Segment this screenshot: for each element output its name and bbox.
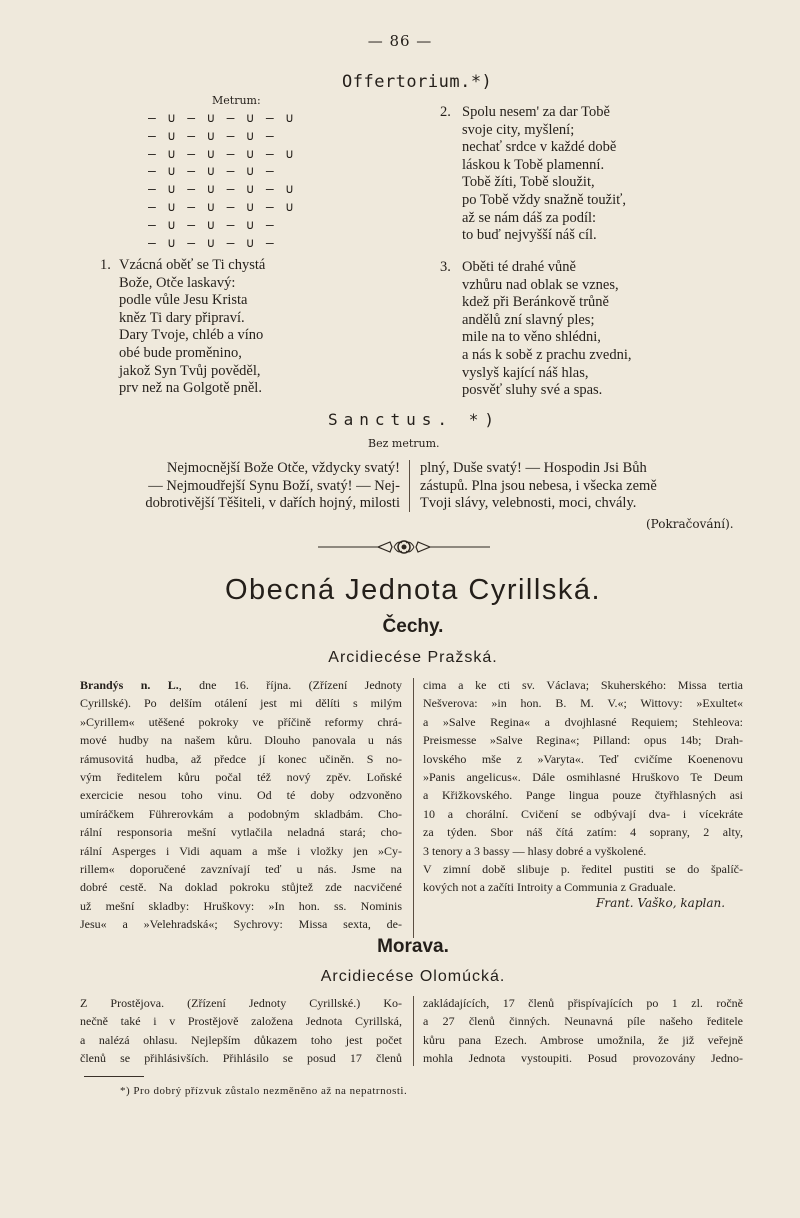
author-signature: Frant. Vaško, kaplan. [596,896,726,910]
verse-number: 3. [440,259,451,275]
column-divider [413,678,414,938]
article-line: mové hudby na našem kůru. Dlouho panovala u nás [80,733,402,748]
verse-line: Bože, Otče laskavý: [119,274,236,291]
verse-line: mile na to věno shlédni, [462,329,601,346]
cechy-right-column [423,676,743,897]
article-line: nečně také i v Prostějově založena Jednota Cyrillská, [80,1014,402,1029]
metre-line: — ∪ — ∪ — ∪ — [148,217,276,233]
verse-number: 1. [100,257,111,273]
verse-line: až se nám dáš za podíl: [462,209,597,226]
page-number: — 86 — [367,32,433,50]
article-line: umíráčkem Führerovkám a podobným skladbám. Cho- [80,806,402,821]
region-title-morava: Morava. [377,936,449,957]
article-line: lovského mše z »Varyta«. Teď cvičíme Koenenovu [423,751,743,766]
article-line: za týden. Sbor náš čítá zatím: 4 soprany, 2 alty, [423,825,743,840]
article-line: zakládajících, 17 členů přispívajících po 1 zl. ročně [423,996,743,1010]
verse-line: po Tobě vždy snažně toužiť, [462,191,626,208]
article-line: vým ředitelem kůru počal též nový zpěv. Loňské [80,770,402,785]
article-line: mohla Jednota vystoupiti. Posud provozovány Jedno- [423,1051,743,1066]
morava-right-column [423,994,743,1068]
sanctus-line: Tvoji slávy, velebnosti, moci, chvály. [420,495,637,512]
metre-line: — ∪ — ∪ — ∪ — ∪ [148,182,296,198]
article-line: 10 a chorální. Cvičení se odbývají dva- i vícekráte [423,806,743,821]
metre-line: — ∪ — ∪ — ∪ — [148,164,276,180]
article-line: už mešní skladby: Hruškovy: »In hon. ss. Nominis [80,898,402,913]
sanctus-line: zástupů. Plna jsou nebesa, i všecka země [420,477,657,494]
verse-line: nechať srdce v každé době [462,139,617,156]
continuation-note: (Pokračování). [646,517,734,531]
verse-line: vzhůru nad oblak se vznes, [462,276,619,293]
article-line: rální responsoria mešní vytlačila neladná stará; cho- [80,825,402,840]
verse-2 [440,104,720,254]
article-line: Z Prostějova. (Zřízení Jednoty Cyrillské.) Ko- [80,996,402,1010]
verse-3 [440,259,720,409]
column-divider [413,996,414,1066]
footnote: *) Pro dobrý přízvuk zůstalo nezměněno až na nepatrnosti. [120,1085,408,1097]
metre-line: — ∪ — ∪ — ∪ — ∪ [148,199,296,215]
ornament-divider-icon [318,538,490,556]
footnote-rule [84,1076,144,1077]
verse-line: vyslyš kající náš hlas, [462,364,589,381]
place-name: Brandýs n. L. [80,678,179,692]
verse-line: Tobě žíti, Tobě sloužit, [462,174,595,191]
article-line: kůru pana Ezech. Ambrose umožnila, že již veřejně [423,1032,743,1047]
verse-line: a nás k sobě z prachu zvedni, [462,346,632,363]
metrum-label: Metrum: [212,94,261,107]
verse-line: Oběti té drahé vůně [462,259,576,275]
sanctus-line: dobrotivější Těšiteli, v dařích hojný, milosti [145,495,400,512]
article-line: rámusovitá hudba, až předce jí konec učiněn. S no- [80,751,402,766]
metre-scheme [148,110,348,252]
verse-line: Vzácná oběť se Ti chystá [119,257,266,273]
article-line: 3 tenory a 3 bassy — hlasy dobré a vyškolené. [423,843,647,858]
article-line: členů se přihlásivších. Přihlásilo se posud 17 členů [80,1051,402,1066]
article-line: »Panis angelicus«. Dále osmihlasné Hruškovo Te Deum [423,770,743,785]
verse-line: obé bude proměnino, [119,344,242,361]
article-line: Cyrillské). Po delším otálení jest mi dělíti s milým [80,696,402,711]
verse-line: svoje city, myšlení; [462,121,575,138]
article-line: exercicie nesou toho vinu. Od té doby odzvoněno [80,788,402,803]
article-line: Jesu« a »Velehradská«; Sychrovy: Missa sexta, de- [80,917,402,932]
verse-1 [100,257,340,407]
sanctus-left-column [60,460,400,513]
offertorium-title: Offertorium.*) [342,72,493,92]
verse-line: Spolu nesem' za dar Tobě [462,104,610,120]
metre-line: — ∪ — ∪ — ∪ — ∪ [148,111,296,126]
sanctus-subtitle: Bez metrum. [368,437,440,450]
verse-number: 2. [440,104,451,120]
article-line-rest: , dne 16. října. (Zřízení Jednoty [178,678,402,692]
article-line: dobré cestě. Na doklad pokroku stůjtež zde nacvičené [80,880,402,895]
article-line: Preismesse »Salve Regina«; Pilland: opus 14b; Drah- [423,733,743,748]
verse-line: to buď nejvyšší náš cíl. [462,227,597,244]
section-title: Obecná Jednota Cyrillská. [225,574,601,606]
sanctus-line: — Nejmoudřejší Synu Boží, svatý! — Nej- [148,477,400,494]
article-line: rillem« doporučené zavznívají teď u nás. Jsme na [80,862,402,877]
verse-line: posvěť sluhy své a spas. [462,382,603,399]
verse-line: andělů zní slavný ples; [462,311,595,328]
column-divider [409,460,410,512]
article-line: cima a ke cti sv. Václava; Skuherského: Missa tertia [423,678,743,692]
article-line: Nešverova: »in hon. B. M. V.«; Wittovy: »Exultet« [423,696,743,711]
article-line: a 27 členů činných. Neunavná píle našeho ředitele [423,1014,743,1029]
article-line: »Cyrillem« utěšené pokroky ve příčině reformy chrá- [80,714,402,729]
cechy-left-column [80,676,402,934]
morava-left-column [80,994,402,1068]
verse-line: prv než na Golgotě pněl. [119,380,262,397]
sanctus-title: Sanctus. *) [328,410,500,429]
metre-line: — ∪ — ∪ — ∪ — [148,128,276,144]
verse-line: podle vůle Jesu Krista [119,292,248,309]
archdiocese-title-olomouc: Arcidiecése Olomúcká. [320,968,506,985]
sanctus-right-column [420,460,750,513]
verse-line: jakož Syn Tvůj pověděl, [119,362,261,379]
article-line: a »Salve Regina« a dvojhlasné Requiem; Stehleova: [423,714,743,729]
article-line: V zimní době slibuje p. ředitel pustiti se do špalíč- [423,862,743,877]
sanctus-line: Nejmocnější Bože Otče, vždycky svatý! [166,460,400,476]
verse-line: Dary Tvoje, chléb a víno [119,327,264,344]
article-line [80,676,402,694]
verse-line: láskou k Tobě plamenní. [462,156,605,173]
article-line: rální Asperges i Vidi aquam a mše i vložky jen »Cy- [80,843,402,858]
article-line: a Křižkovského. Pange lingua pouze čtyřhlasných asi [423,788,743,803]
sanctus-line: plný, Duše svatý! — Hospodin Jsi Bůh [420,460,647,476]
archdiocese-title-praha: Arcidiecése Pražská. [328,649,498,666]
article-line: kových not a začíti Introity a Communia z Graduale. [423,880,676,895]
metre-line: — ∪ — ∪ — ∪ — [148,235,276,251]
verse-line: kněz Ti dary připraví. [119,309,245,326]
article-line: a nalézá ohlasu. Nejlepším důkazem toho jest počet [80,1032,402,1047]
metre-line: — ∪ — ∪ — ∪ — ∪ [148,146,296,162]
region-title-cechy: Čechy. [382,616,444,637]
verse-line: kdež při Beránkově trůně [462,294,609,311]
